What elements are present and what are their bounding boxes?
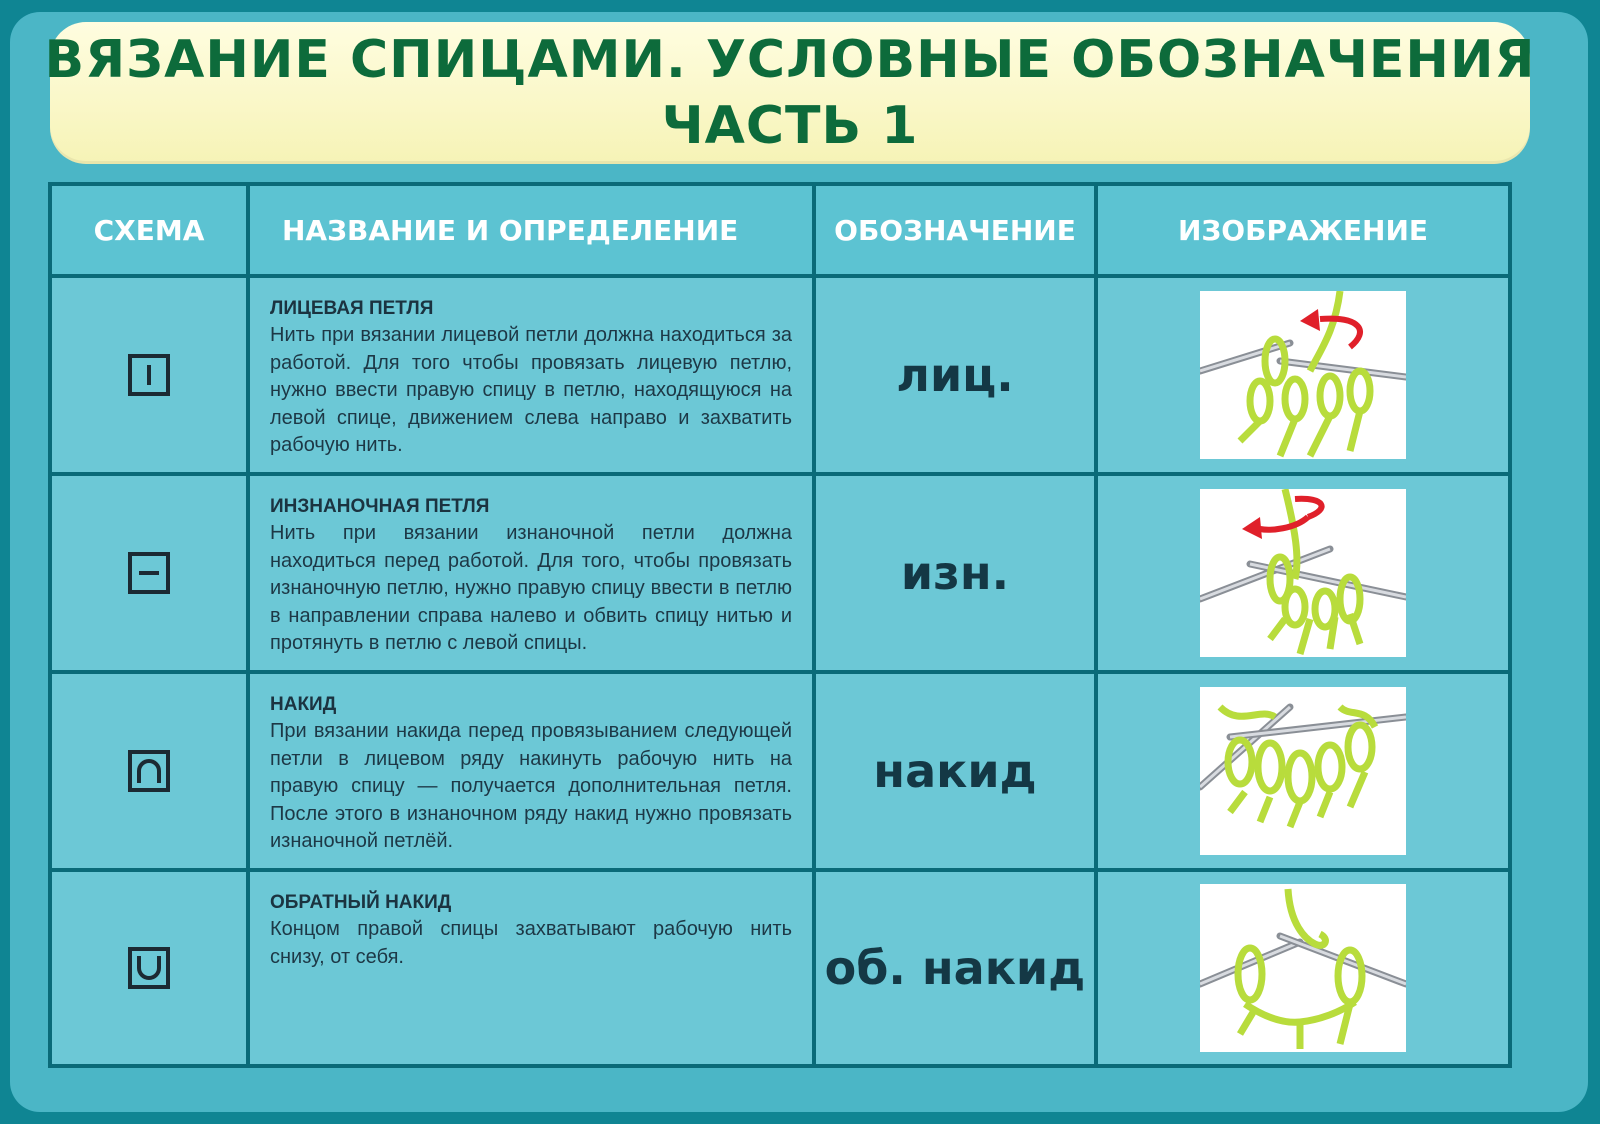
name-cell (248, 672, 814, 870)
scheme-cell (50, 672, 248, 870)
row-title: ИНЗНАНОЧНАЯ ПЕТЛЯ (270, 496, 490, 517)
reverse-yarn-over-illustration (1200, 884, 1406, 1052)
name-cell (248, 870, 814, 1066)
header-image: ИЗОБРАЖЕНИЕ (1096, 184, 1510, 276)
table-row-knit (50, 276, 1510, 474)
table-row-yarn-over (50, 672, 1510, 870)
header-scheme: СХЕМА (50, 184, 248, 276)
name-cell (248, 474, 814, 672)
symbols-table (48, 182, 1512, 1068)
row-title: ОБРАТНЫЙ НАКИД (270, 892, 452, 913)
image-cell (1096, 474, 1510, 672)
title-line-1: ВЯЗАНИЕ СПИЦАМИ. УСЛОВНЫЕ ОБОЗНАЧЕНИЯ (44, 30, 1536, 90)
yarn-over-symbol-icon (127, 749, 171, 793)
image-cell (1096, 276, 1510, 474)
row-description: Нить при вязании изнаночной петли должна находиться перед работой. Для того, чтобы провязать изнаночную петлю, нужно правую спицу ввести в петлю в направлении справа налево и обвить спицу нитью и протянуть в петлю с левой спицы. (270, 522, 792, 654)
knit-stitch-illustration (1200, 291, 1406, 459)
image-cell (1096, 870, 1510, 1066)
title-line-2: ЧАСТЬ 1 (661, 96, 919, 156)
row-description: При вязании накида перед провязыванием следующей петли в лицевом ряду накинуть рабочую нить на правую спицу — получается дополнительная петля. После этого в изнаночном ряду накид нужно провязать изнаночной петлёй. (270, 720, 792, 852)
row-description: Нить при вязании лицевой петли должна находиться за работой. Для того чтобы провязать лицевую петлю, нужно ввести правую спицу в петлю, находящуюся на левой спице, движением слева направо и захватить рабочую нить. (270, 324, 792, 456)
header-row (50, 184, 1510, 276)
header-name: НАЗВАНИЕ И ОПРЕДЕЛЕНИЕ (248, 184, 814, 276)
abbr-cell: накид (814, 672, 1096, 870)
image-cell (1096, 672, 1510, 870)
purl-stitch-illustration (1200, 489, 1406, 657)
reverse-yarn-over-symbol-icon (127, 946, 171, 990)
row-title: НАКИД (270, 694, 337, 715)
title-banner (44, 22, 1536, 164)
row-title: ЛИЦЕВАЯ ПЕТЛЯ (270, 298, 434, 319)
row-description: Концом правой спицы захватывают рабочую нить снизу, от себя. (270, 918, 792, 968)
knit-symbol-icon (127, 353, 171, 397)
abbr-cell: лиц. (814, 276, 1096, 474)
yarn-over-illustration (1200, 687, 1406, 855)
table-row-purl (50, 474, 1510, 672)
table-row-reverse-yarn-over (50, 870, 1510, 1066)
scheme-cell (50, 474, 248, 672)
header-abbr: ОБОЗНАЧЕНИЕ (814, 184, 1096, 276)
scheme-cell (50, 870, 248, 1066)
purl-symbol-icon (127, 551, 171, 595)
abbr-cell: об. накид (814, 870, 1096, 1066)
abbr-cell: изн. (814, 474, 1096, 672)
scheme-cell (50, 276, 248, 474)
name-cell (248, 276, 814, 474)
